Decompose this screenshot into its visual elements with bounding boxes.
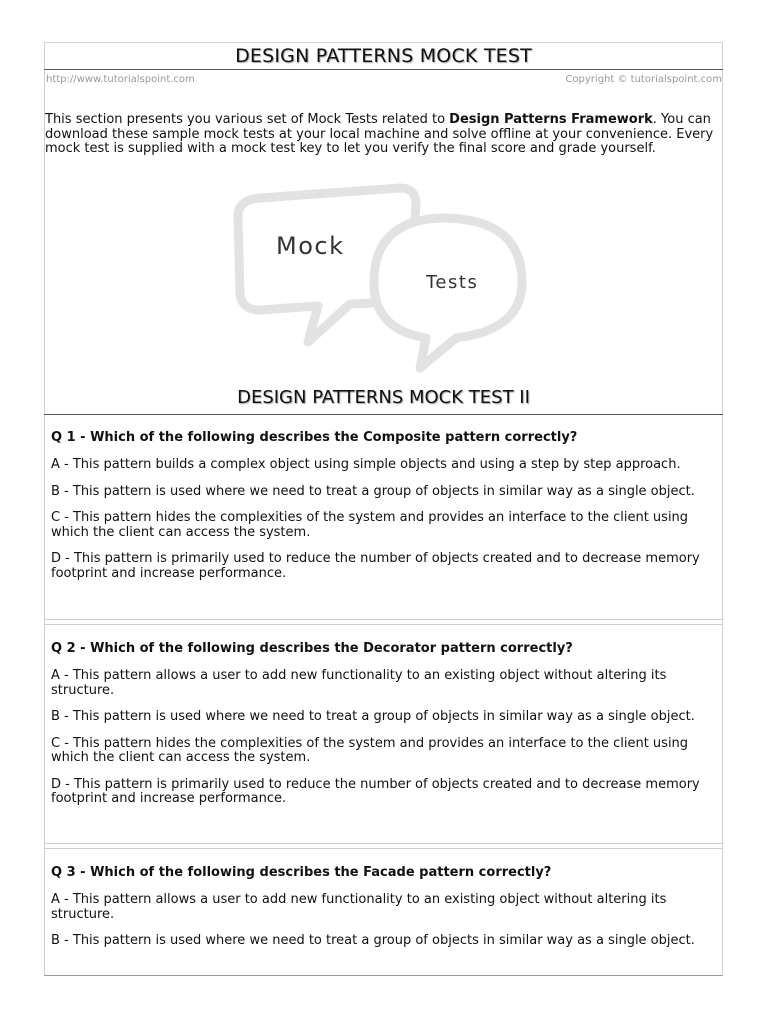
question-block-3 (45, 848, 722, 976)
option-d: D - This pattern is primarily used to reduce the number of objects created and to decrease memory footprint and increase performance. (51, 776, 700, 806)
intro-text-before: This section presents you various set of Mock Tests related to (45, 112, 450, 127)
section-title: DESIGN PATTERNS MOCK TEST II (44, 385, 723, 415)
option-a: A - This pattern builds a complex object using simple objects and using a step by step approach. (51, 457, 681, 472)
option-a: A - This pattern allows a user to add new functionality to an existing object without altering its structure. (51, 668, 667, 698)
source-url[interactable]: http://www.tutorialspoint.com (46, 74, 195, 85)
option-b: B - This pattern is used where we need to treat a group of objects in similar way as a single object. (51, 709, 695, 724)
option-b: B - This pattern is used where we need to treat a group of objects in similar way as a single object. (51, 933, 695, 948)
question-text: Q 2 - Which of the following describes the Decorator pattern correctly? (51, 641, 573, 656)
copyright-notice: Copyright © tutorialspoint.com (565, 74, 722, 85)
intro-text-after: . You can download these sample mock tests at your local machine and solve offline at your convenience. Every mock test is supplied with a mock test key to let you verify the final score and grade yourself. (45, 112, 714, 156)
option-b: B - This pattern is used where we need to treat a group of objects in similar way as a single object. (51, 483, 695, 499)
option-c: C - This pattern hides the complexities of the system and provides an interface to the client using which the client can access the system. (51, 510, 689, 540)
intro-text-bold: Design Patterns Framework (449, 112, 653, 127)
option-a: A - This pattern allows a user to add new functionality to an existing object without altering its structure. (51, 892, 667, 922)
speech-bubble-right-icon (374, 218, 522, 368)
question-text: Q 1 - Which of the following describes the Composite pattern correctly? (51, 430, 578, 445)
logo-word-mock: Mock (276, 232, 345, 260)
question-block-2 (45, 624, 722, 844)
intro-paragraph (45, 113, 721, 157)
option-d: D - This pattern is primarily used to reduce the number of objects created and to decrease memory footprint and increase performance. (51, 551, 700, 581)
logo-word-tests: Tests (426, 272, 479, 293)
question-block-1 (45, 430, 722, 620)
mock-tests-logo (230, 180, 540, 380)
document-title: DESIGN PATTERNS MOCK TEST (44, 42, 723, 70)
option-c: C - This pattern hides the complexities of the system and provides an interface to the client using which the client can access the system. (51, 735, 689, 765)
question-text: Q 3 - Which of the following describes the Facade pattern correctly? (51, 865, 552, 880)
